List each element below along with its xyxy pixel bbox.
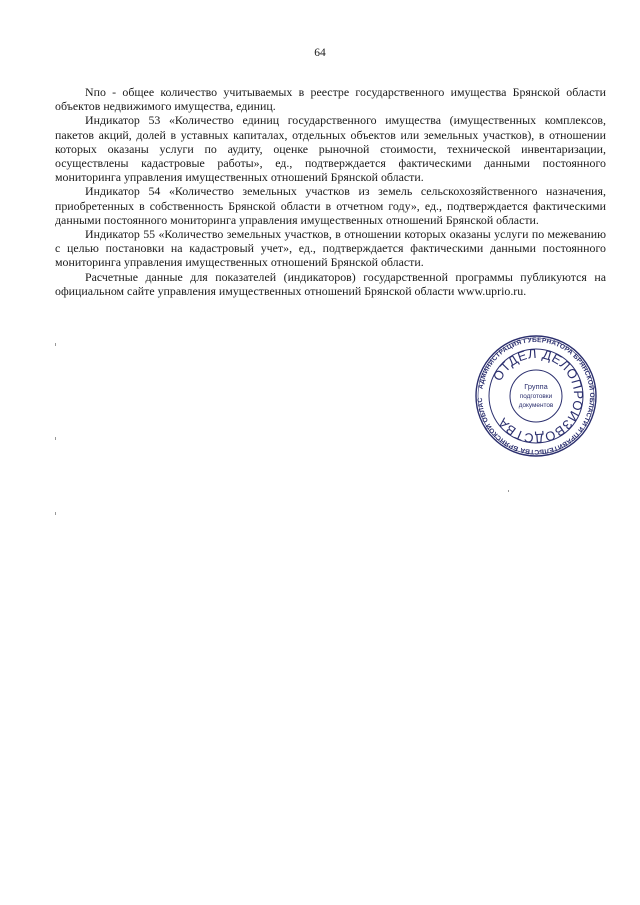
paragraph-indicator-55: Индикатор 55 «Количество земельных участков, в отношении которых оказаны услуги по межеванию с целью постановки на кадастровый учет», ед., подтверждается фактическими данными постоянного мониторинга управления имущественных отношений Брянской области.	[55, 227, 606, 270]
scan-speck	[508, 490, 509, 492]
scan-speck	[55, 437, 56, 440]
stamp-center-line-1: Группа	[524, 382, 548, 391]
office-stamp	[474, 334, 598, 458]
paragraph-publication-note: Расчетные данные для показателей (индикаторов) государственной программы публикуются на официальном сайте управления имущественных отношений Брянской области www.uprio.ru.	[55, 269, 606, 298]
scan-speck	[55, 343, 56, 346]
scan-speck	[55, 512, 56, 515]
paragraph-indicator-53: Индикатор 53 «Количество единиц государственного имущества (имущественных комплексов, пакетов акций, долей в уставных капиталах, отдельных объектов или земельных участков), в отношении которых оказаны услуги по аудиту, оценке рыночной стоимости, технической инвентаризации, осуществлены кадастровые работы», ед., подтверждается фактическими данными постоянного мониторинга управления имущественных отношений Брянской области.	[55, 113, 606, 185]
stamp-inner-text-path: ОТДЕЛ ДЕЛОПРОИЗВОДСТВА	[489, 345, 587, 447]
paragraph-indicator-54: Индикатор 54 «Количество земельных участков из земель сельскохозяйственного назначения, приобретенных в собственность Брянской области в отчетном году», ед., подтверждается фактическими данными постоянного мониторинга управления имущественных отношений Брянской области.	[55, 184, 606, 227]
paragraph-nno-definition: Nпо - общее количество учитываемых в реестре государственного имущества Брянской области объектов недвижимого имущества, единиц.	[55, 85, 606, 114]
stamp-outer-text-path: АДМИНИСТРАЦИЯ ГУБЕРНАТОРА БРЯНСКОЙ ОБЛАСТИ И ПРАВИТЕЛЬСТВА БРЯНСКОЙ ОБЛАС	[476, 336, 596, 456]
page-number: 64	[314, 47, 326, 59]
stamp-graphic	[474, 334, 598, 458]
document-body	[55, 85, 606, 298]
stamp-center-line-3: документов	[518, 402, 554, 409]
stamp-center-line-2: подготовки	[519, 393, 553, 400]
